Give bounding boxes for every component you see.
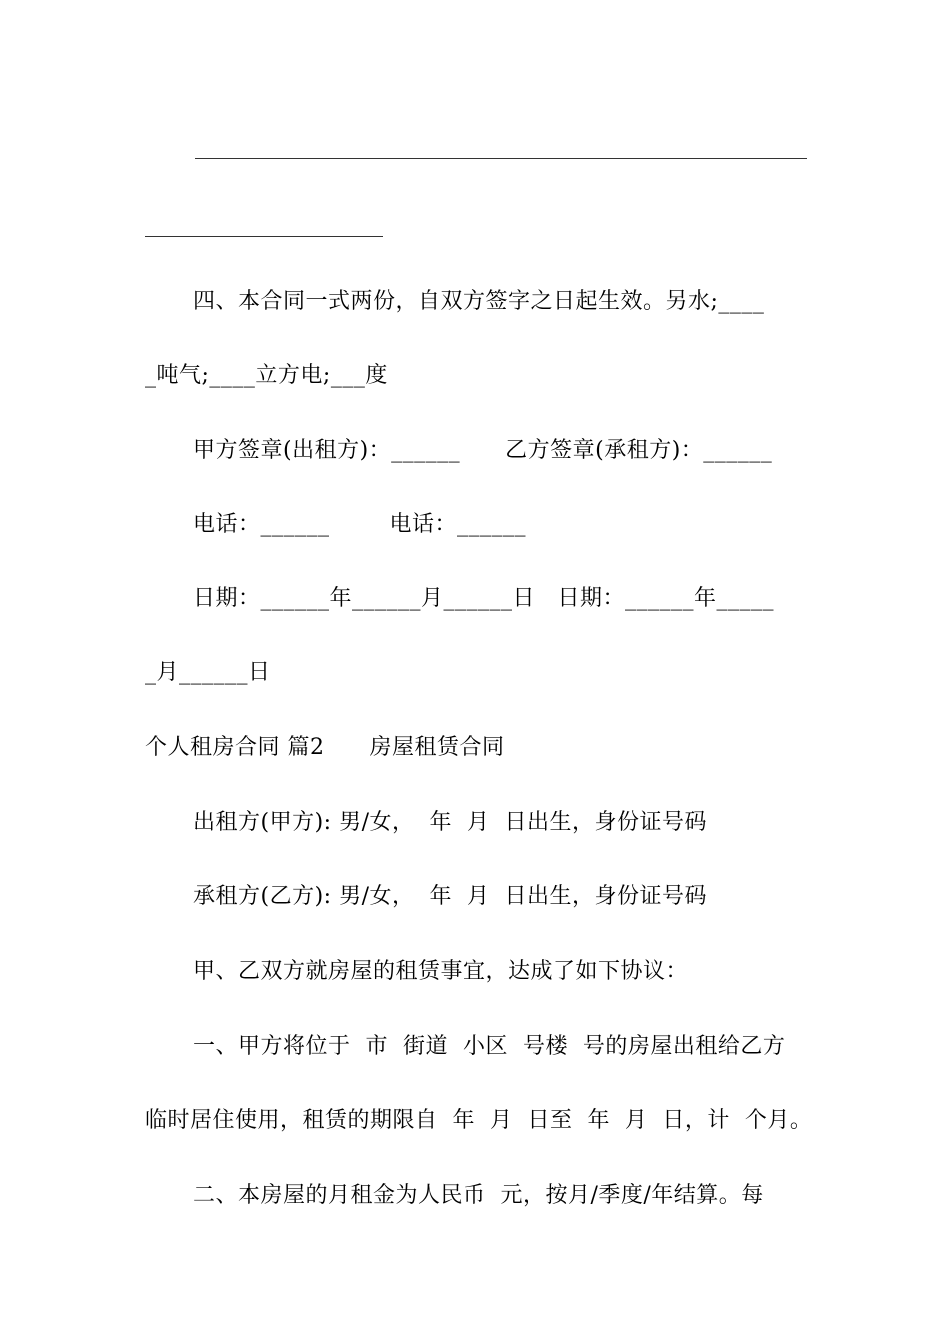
- clause-1-line-1: 一、甲方将位于 市 街道 小区 号楼 号的房屋出租给乙方: [193, 1034, 786, 1059]
- blank-rule-long: [195, 158, 807, 159]
- date-line-2: _月______日: [145, 660, 271, 685]
- agreement-intro: 甲、乙双方就房屋的租赁事宜，达成了如下协议：: [193, 959, 689, 984]
- lessor-line: 出租方(甲方): 男/女， 年 月 日出生，身份证号码: [193, 810, 707, 835]
- signature-line: 甲方签章(出租方)：______ 乙方签章(承租方)：______: [193, 438, 773, 463]
- phone-line: 电话：______ 电话：______: [193, 512, 526, 537]
- clause-4-line-1: 四、本合同一式两份，自双方签字之日起生效。另水;____: [193, 289, 765, 314]
- section-heading: 个人租房合同 篇2 房屋租赁合同: [145, 735, 505, 760]
- clause-2-line-1: 二、本房屋的月租金为人民币 元，按月/季度/年结算。每: [193, 1183, 764, 1208]
- blank-rule-short: [145, 236, 383, 237]
- clause-1-line-2: 临时居住使用，租赁的期限自 年 月 日至 年 月 日，计 个月。: [145, 1108, 813, 1133]
- lessee-line: 承租方(乙方): 男/女， 年 月 日出生，身份证号码: [193, 884, 707, 909]
- date-line-1: 日期：______年______月______日 日期：______年_____: [193, 586, 774, 611]
- clause-4-line-2: _吨气;____立方电;___度: [145, 363, 388, 388]
